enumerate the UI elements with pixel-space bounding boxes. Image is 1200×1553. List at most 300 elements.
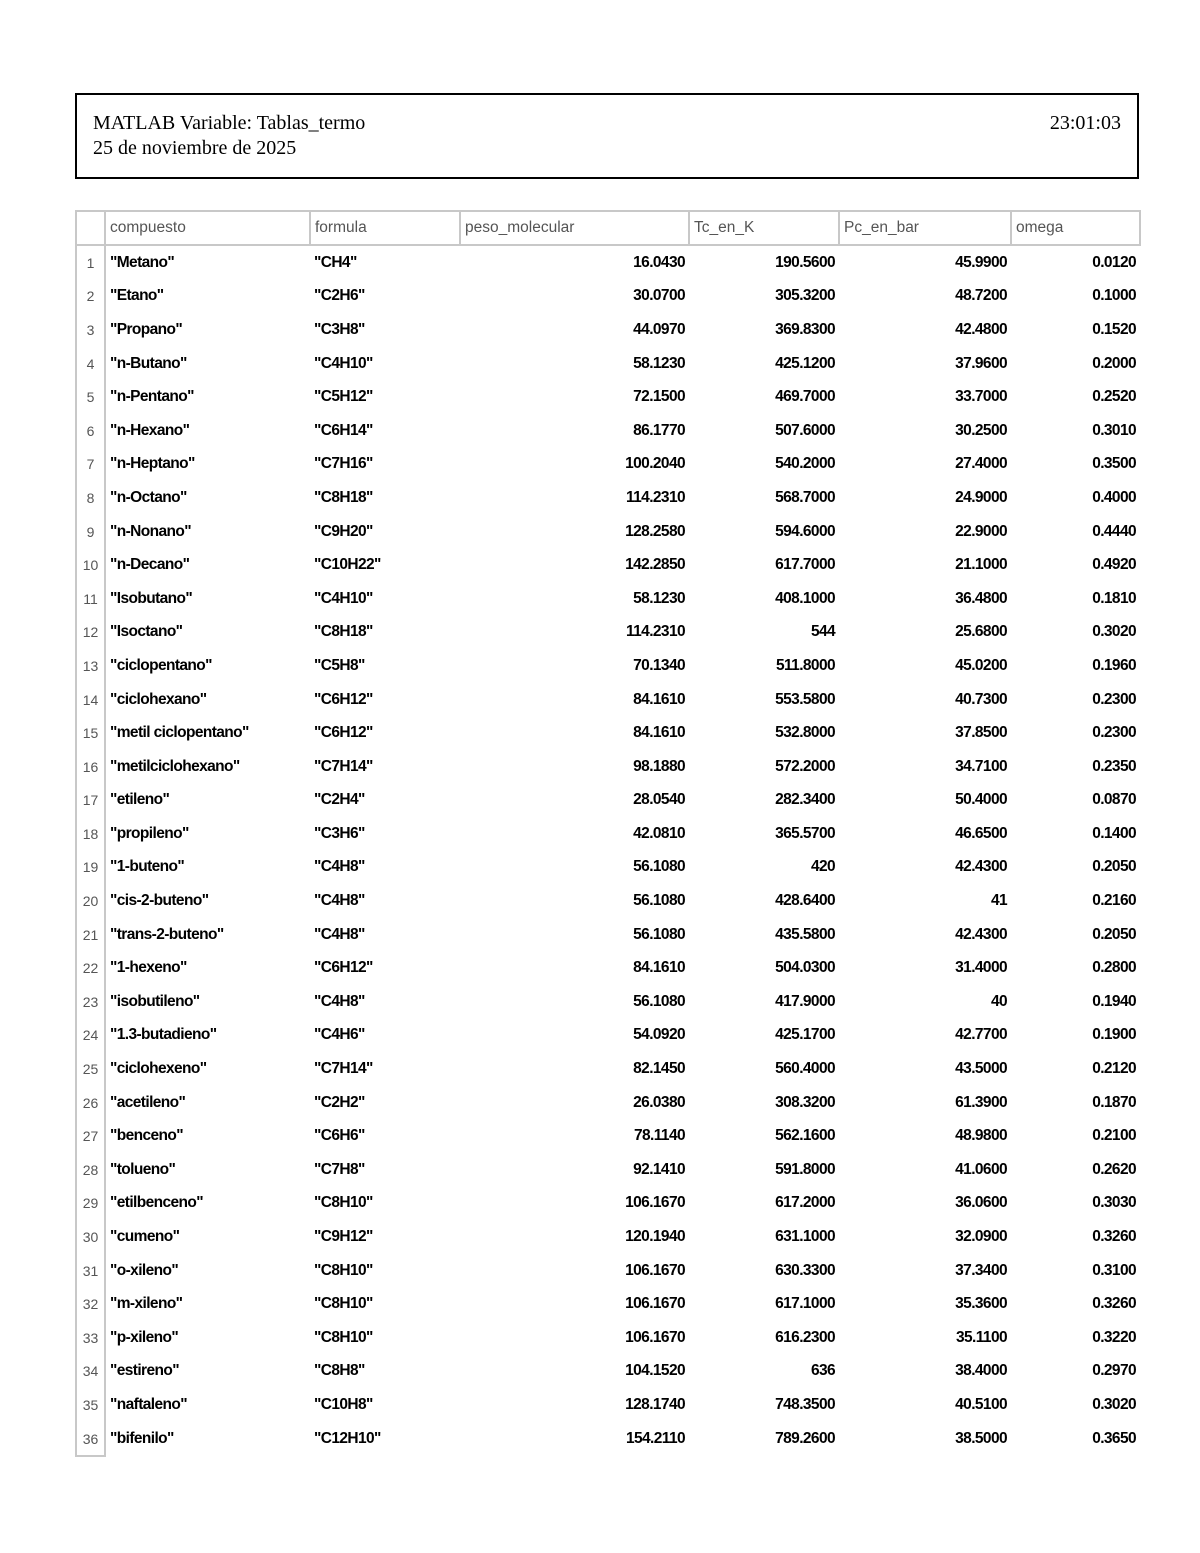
cell-formula: "C2H6" (314, 287, 365, 305)
cell-omega: 0.3260 (1092, 1228, 1136, 1246)
cell-peso-molecular: 128.2580 (625, 522, 685, 540)
cell-pc-en-bar: 40 (990, 992, 1007, 1010)
cell-tc-en-k: 568.7000 (775, 488, 835, 506)
table-row (76, 817, 1140, 851)
row-index-header (76, 211, 105, 245)
cell-peso-molecular: 114.2310 (626, 488, 685, 506)
cell-peso-molecular: 58.1230 (633, 354, 685, 372)
cell-formula: "C5H8" (314, 656, 365, 674)
row-index: 9 (76, 515, 105, 549)
row-index: 32 (76, 1287, 105, 1321)
cell-formula: "C3H6" (314, 824, 365, 842)
report-header (75, 93, 1139, 179)
cell-tc-en-k: 425.1700 (775, 1026, 835, 1044)
cell-tc-en-k: 616.2300 (775, 1328, 835, 1346)
cell-formula: "C8H8" (314, 1362, 365, 1380)
table-row (76, 280, 1140, 314)
column-header-peso-molecular: peso_molecular (460, 211, 689, 245)
cell-pc-en-bar: 37.8500 (955, 724, 1007, 742)
cell-formula: "C10H22" (314, 556, 381, 574)
cell-formula: "CH4" (314, 253, 357, 271)
cell-peso-molecular: 120.1940 (625, 1228, 685, 1246)
cell-peso-molecular: 84.1610 (633, 724, 685, 742)
cell-peso-molecular: 114.2310 (626, 623, 685, 641)
table-row (76, 1287, 1140, 1321)
report-date: 25 de noviembre de 2025 (93, 137, 297, 159)
cell-tc-en-k: 553.5800 (775, 690, 835, 708)
cell-peso-molecular: 154.2110 (626, 1430, 685, 1448)
table-row (76, 582, 1140, 616)
row-index: 28 (76, 1153, 105, 1187)
cell-compuesto: "p-xileno" (110, 1328, 179, 1346)
cell-pc-en-bar: 48.7200 (955, 287, 1007, 305)
cell-omega: 0.3030 (1092, 1194, 1136, 1212)
cell-peso-molecular: 28.0540 (633, 791, 685, 809)
cell-tc-en-k: 789.2600 (775, 1430, 835, 1448)
cell-omega: 0.4000 (1092, 488, 1136, 506)
column-header-compuesto: compuesto (105, 211, 310, 245)
cell-peso-molecular: 92.1410 (633, 1160, 685, 1178)
cell-pc-en-bar: 61.3900 (955, 1093, 1007, 1111)
table-header-row (76, 211, 1140, 245)
variable-table (75, 210, 1141, 1457)
cell-omega: 0.3500 (1092, 455, 1136, 473)
cell-compuesto: "propileno" (110, 824, 189, 842)
cell-omega: 0.2000 (1092, 354, 1136, 372)
cell-compuesto: "cumeno" (110, 1228, 180, 1246)
cell-peso-molecular: 58.1230 (633, 589, 685, 607)
cell-formula: "C8H18" (314, 623, 373, 641)
cell-formula: "C9H12" (314, 1228, 373, 1246)
cell-compuesto: "Propano" (110, 320, 183, 338)
cell-tc-en-k: 190.5600 (775, 253, 835, 271)
report-time: 23:01:03 (1049, 112, 1121, 134)
row-index: 20 (76, 884, 105, 918)
row-index: 26 (76, 1086, 105, 1120)
cell-formula: "C7H14" (314, 1060, 373, 1078)
cell-formula: "C4H6" (314, 1026, 365, 1044)
cell-tc-en-k: 308.3200 (775, 1093, 835, 1111)
table-row (76, 750, 1140, 784)
cell-omega: 0.0870 (1092, 791, 1136, 809)
cell-formula: "C10H8" (314, 1395, 373, 1413)
cell-compuesto: "ciclohexano" (110, 690, 207, 708)
row-index: 7 (76, 448, 105, 482)
table-row (76, 347, 1140, 381)
row-index: 4 (76, 347, 105, 381)
cell-compuesto: "m-xileno" (110, 1295, 183, 1313)
cell-omega: 0.1810 (1092, 589, 1136, 607)
row-index: 24 (76, 1019, 105, 1053)
cell-compuesto: "acetileno" (110, 1093, 186, 1111)
cell-compuesto: "Metano" (110, 253, 175, 271)
cell-pc-en-bar: 37.3400 (955, 1261, 1007, 1279)
cell-tc-en-k: 636 (810, 1362, 835, 1380)
cell-pc-en-bar: 35.3600 (955, 1295, 1007, 1313)
cell-tc-en-k: 544 (810, 623, 835, 641)
cell-formula: "C2H4" (314, 791, 365, 809)
row-index: 27 (76, 1119, 105, 1153)
cell-peso-molecular: 78.1140 (634, 1127, 685, 1145)
cell-pc-en-bar: 41 (990, 892, 1007, 910)
cell-pc-en-bar: 43.5000 (955, 1060, 1007, 1078)
cell-formula: "C7H14" (314, 757, 373, 775)
cell-tc-en-k: 617.2000 (775, 1194, 835, 1212)
cell-formula: "C8H10" (314, 1261, 373, 1279)
cell-compuesto: "n-Heptano" (110, 455, 195, 473)
cell-compuesto: "Etano" (110, 287, 164, 305)
cell-compuesto: "1-buteno" (110, 858, 185, 876)
table-row (76, 313, 1140, 347)
cell-pc-en-bar: 40.5100 (955, 1395, 1007, 1413)
cell-tc-en-k: 560.4000 (775, 1060, 835, 1078)
cell-compuesto: "1.3-butadieno" (110, 1026, 217, 1044)
row-index: 23 (76, 985, 105, 1019)
cell-pc-en-bar: 50.4000 (955, 791, 1007, 809)
cell-omega: 0.1940 (1092, 992, 1136, 1010)
cell-compuesto: "ciclopentano" (110, 656, 212, 674)
cell-pc-en-bar: 36.0600 (955, 1194, 1007, 1212)
table-row (76, 851, 1140, 885)
cell-compuesto: "1-hexeno" (110, 959, 187, 977)
cell-tc-en-k: 469.7000 (775, 388, 835, 406)
cell-formula: "C4H8" (314, 925, 365, 943)
cell-peso-molecular: 98.1880 (633, 757, 685, 775)
cell-omega: 0.2520 (1092, 388, 1136, 406)
row-index: 19 (76, 851, 105, 885)
table-row (76, 884, 1140, 918)
cell-pc-en-bar: 30.2500 (955, 421, 1007, 439)
table-row (76, 448, 1140, 482)
column-header-formula: formula (310, 211, 460, 245)
cell-omega: 0.3020 (1092, 1395, 1136, 1413)
cell-peso-molecular: 128.1740 (625, 1395, 685, 1413)
cell-pc-en-bar: 35.1100 (956, 1328, 1007, 1346)
cell-formula: "C8H10" (314, 1295, 373, 1313)
cell-peso-molecular: 56.1080 (633, 892, 685, 910)
cell-tc-en-k: 428.6400 (775, 892, 835, 910)
table-row (76, 683, 1140, 717)
cell-tc-en-k: 532.8000 (775, 724, 835, 742)
cell-tc-en-k: 594.6000 (775, 522, 835, 540)
cell-compuesto: "cis-2-buteno" (110, 892, 209, 910)
cell-pc-en-bar: 32.0900 (955, 1228, 1007, 1246)
table-row (76, 1422, 1140, 1457)
cell-peso-molecular: 16.0430 (633, 253, 685, 271)
cell-peso-molecular: 56.1080 (633, 858, 685, 876)
table-row (76, 1187, 1140, 1221)
cell-pc-en-bar: 48.9800 (955, 1127, 1007, 1145)
cell-omega: 0.2800 (1092, 959, 1136, 977)
table-row (76, 548, 1140, 582)
cell-peso-molecular: 104.1520 (625, 1362, 685, 1380)
header-left (93, 111, 365, 161)
cell-formula: "C6H14" (314, 421, 373, 439)
cell-tc-en-k: 282.3400 (775, 791, 835, 809)
cell-compuesto: "etilbenceno" (110, 1194, 204, 1212)
cell-formula: "C12H10" (314, 1430, 381, 1448)
cell-omega: 0.1520 (1092, 320, 1136, 338)
cell-peso-molecular: 56.1080 (633, 992, 685, 1010)
cell-compuesto: "etileno" (110, 791, 170, 809)
cell-tc-en-k: 511.8000 (776, 656, 835, 674)
cell-tc-en-k: 562.1600 (775, 1127, 835, 1145)
table-row (76, 616, 1140, 650)
cell-omega: 0.2050 (1092, 858, 1136, 876)
cell-tc-en-k: 417.9000 (775, 992, 835, 1010)
cell-formula: "C4H8" (314, 992, 365, 1010)
cell-pc-en-bar: 42.4300 (955, 858, 1007, 876)
cell-omega: 0.3260 (1092, 1295, 1136, 1313)
cell-compuesto: "tolueno" (110, 1160, 176, 1178)
cell-tc-en-k: 617.1000 (775, 1295, 835, 1313)
cell-pc-en-bar: 34.7100 (955, 757, 1007, 775)
cell-omega: 0.3100 (1092, 1261, 1136, 1279)
row-index: 22 (76, 951, 105, 985)
row-index: 13 (76, 649, 105, 683)
cell-formula: "C5H12" (314, 388, 373, 406)
cell-omega: 0.2160 (1092, 892, 1136, 910)
cell-peso-molecular: 82.1450 (633, 1060, 685, 1078)
cell-tc-en-k: 420 (810, 858, 835, 876)
cell-tc-en-k: 408.1000 (775, 589, 835, 607)
cell-tc-en-k: 631.1000 (775, 1228, 835, 1246)
cell-peso-molecular: 84.1610 (633, 959, 685, 977)
cell-omega: 0.2050 (1092, 925, 1136, 943)
cell-pc-en-bar: 41.0600 (955, 1160, 1007, 1178)
row-index: 34 (76, 1355, 105, 1389)
cell-pc-en-bar: 38.4000 (955, 1362, 1007, 1380)
cell-peso-molecular: 56.1080 (633, 925, 685, 943)
cell-formula: "C8H10" (314, 1328, 373, 1346)
cell-tc-en-k: 365.5700 (775, 824, 835, 842)
row-index: 11 (76, 582, 105, 616)
cell-formula: "C4H8" (314, 858, 365, 876)
row-index: 10 (76, 548, 105, 582)
cell-compuesto: "trans-2-buteno" (110, 925, 224, 943)
cell-compuesto: "metilciclohexano" (110, 757, 240, 775)
cell-omega: 0.2300 (1092, 690, 1136, 708)
cell-pc-en-bar: 25.6800 (955, 623, 1007, 641)
cell-compuesto: "n-Decano" (110, 556, 190, 574)
table-row (76, 414, 1140, 448)
cell-tc-en-k: 540.2000 (775, 455, 835, 473)
row-index: 1 (76, 245, 105, 280)
table-row (76, 515, 1140, 549)
cell-omega: 0.3220 (1092, 1328, 1136, 1346)
cell-omega: 0.2970 (1092, 1362, 1136, 1380)
cell-pc-en-bar: 42.7700 (955, 1026, 1007, 1044)
table-row (76, 380, 1140, 414)
column-header-tc-en-k: Tc_en_K (689, 211, 839, 245)
row-index: 35 (76, 1388, 105, 1422)
cell-compuesto: "n-Butano" (110, 354, 187, 372)
row-index: 29 (76, 1187, 105, 1221)
cell-omega: 0.2620 (1092, 1160, 1136, 1178)
column-header-omega: omega (1011, 211, 1140, 245)
cell-omega: 0.3010 (1092, 421, 1136, 439)
table-row (76, 1254, 1140, 1288)
table-row (76, 1321, 1140, 1355)
table-row (76, 1220, 1140, 1254)
cell-omega: 0.3650 (1092, 1430, 1136, 1448)
cell-formula: "C9H20" (314, 522, 373, 540)
table-row (76, 1019, 1140, 1053)
cell-formula: "C6H12" (314, 959, 373, 977)
cell-formula: "C6H12" (314, 690, 373, 708)
table-row (76, 985, 1140, 1019)
cell-omega: 0.2120 (1092, 1060, 1136, 1078)
cell-formula: "C3H8" (314, 320, 365, 338)
cell-pc-en-bar: 40.7300 (955, 690, 1007, 708)
table-row (76, 1388, 1140, 1422)
cell-compuesto: "Isoctano" (110, 623, 183, 641)
cell-compuesto: "ciclohexeno" (110, 1060, 207, 1078)
cell-omega: 0.2100 (1092, 1127, 1136, 1145)
row-index: 30 (76, 1220, 105, 1254)
row-index: 12 (76, 616, 105, 650)
cell-peso-molecular: 106.1670 (625, 1261, 685, 1279)
cell-tc-en-k: 748.3500 (775, 1395, 835, 1413)
cell-pc-en-bar: 31.4000 (955, 959, 1007, 977)
cell-compuesto: "n-Nonano" (110, 522, 192, 540)
cell-tc-en-k: 630.3300 (775, 1261, 835, 1279)
cell-compuesto: "metil ciclopentano" (110, 724, 249, 742)
cell-compuesto: "Isobutano" (110, 589, 193, 607)
cell-formula: "C6H12" (314, 724, 373, 742)
cell-omega: 0.4920 (1092, 556, 1136, 574)
cell-omega: 0.1900 (1092, 1026, 1136, 1044)
cell-peso-molecular: 100.2040 (625, 455, 685, 473)
cell-peso-molecular: 86.1770 (633, 421, 685, 439)
row-index: 36 (76, 1422, 105, 1457)
cell-compuesto: "n-Hexano" (110, 421, 190, 439)
cell-peso-molecular: 106.1670 (625, 1194, 685, 1212)
cell-formula: "C2H2" (314, 1093, 365, 1111)
cell-omega: 0.1870 (1092, 1093, 1136, 1111)
cell-peso-molecular: 142.2850 (625, 556, 685, 574)
column-header-pc-en-bar: Pc_en_bar (839, 211, 1011, 245)
cell-pc-en-bar: 46.6500 (955, 824, 1007, 842)
cell-tc-en-k: 572.2000 (775, 757, 835, 775)
row-index: 18 (76, 817, 105, 851)
table-row (76, 784, 1140, 818)
cell-peso-molecular: 84.1610 (633, 690, 685, 708)
cell-pc-en-bar: 37.9600 (955, 354, 1007, 372)
cell-pc-en-bar: 21.1000 (955, 556, 1007, 574)
cell-compuesto: "naftaleno" (110, 1395, 187, 1413)
cell-omega: 0.4440 (1092, 522, 1136, 540)
row-index: 2 (76, 280, 105, 314)
row-index: 6 (76, 414, 105, 448)
row-index: 16 (76, 750, 105, 784)
cell-compuesto: "benceno" (110, 1127, 184, 1145)
cell-formula: "C6H6" (314, 1127, 365, 1145)
variable-title: MATLAB Variable: Tablas_termo (93, 112, 366, 134)
cell-pc-en-bar: 24.9000 (955, 488, 1007, 506)
cell-compuesto: "bifenilo" (110, 1430, 174, 1448)
cell-tc-en-k: 305.3200 (775, 287, 835, 305)
row-index: 31 (76, 1254, 105, 1288)
cell-peso-molecular: 70.1340 (633, 656, 685, 674)
cell-peso-molecular: 106.1670 (625, 1295, 685, 1313)
row-index: 21 (76, 918, 105, 952)
cell-pc-en-bar: 42.4300 (955, 925, 1007, 943)
cell-peso-molecular: 44.0970 (633, 320, 685, 338)
cell-compuesto: "n-Octano" (110, 488, 187, 506)
cell-formula: "C7H8" (314, 1160, 365, 1178)
table-row (76, 1086, 1140, 1120)
cell-omega: 0.2350 (1092, 757, 1136, 775)
cell-tc-en-k: 617.7000 (775, 556, 835, 574)
cell-peso-molecular: 54.0920 (633, 1026, 685, 1044)
cell-omega: 0.1960 (1092, 656, 1136, 674)
cell-compuesto: "estireno" (110, 1362, 179, 1380)
cell-omega: 0.1400 (1092, 824, 1136, 842)
cell-formula: "C4H10" (314, 354, 373, 372)
table-body (76, 245, 1140, 1456)
cell-pc-en-bar: 38.5000 (955, 1430, 1007, 1448)
row-index: 8 (76, 481, 105, 515)
table-row (76, 1052, 1140, 1086)
row-index: 14 (76, 683, 105, 717)
table-row (76, 951, 1140, 985)
cell-peso-molecular: 42.0810 (633, 824, 685, 842)
cell-pc-en-bar: 36.4800 (955, 589, 1007, 607)
cell-tc-en-k: 504.0300 (775, 959, 835, 977)
cell-compuesto: "n-Pentano" (110, 388, 194, 406)
row-index: 15 (76, 716, 105, 750)
cell-tc-en-k: 507.6000 (775, 421, 835, 439)
cell-pc-en-bar: 45.9900 (955, 253, 1007, 271)
cell-tc-en-k: 435.5800 (775, 925, 835, 943)
table-row (76, 918, 1140, 952)
row-index: 5 (76, 380, 105, 414)
cell-pc-en-bar: 33.7000 (955, 388, 1007, 406)
cell-pc-en-bar: 22.9000 (955, 522, 1007, 540)
cell-compuesto: "isobutileno" (110, 992, 200, 1010)
cell-tc-en-k: 369.8300 (775, 320, 835, 338)
cell-omega: 0.1000 (1092, 287, 1136, 305)
table-row (76, 716, 1140, 750)
cell-formula: "C4H10" (314, 589, 373, 607)
cell-omega: 0.3020 (1092, 623, 1136, 641)
cell-formula: "C4H8" (314, 892, 365, 910)
table-row (76, 481, 1140, 515)
table-row (76, 245, 1140, 280)
cell-formula: "C8H10" (314, 1194, 373, 1212)
table-row (76, 649, 1140, 683)
row-index: 17 (76, 784, 105, 818)
cell-peso-molecular: 26.0380 (633, 1093, 685, 1111)
cell-peso-molecular: 72.1500 (633, 388, 685, 406)
cell-omega: 0.2300 (1092, 724, 1136, 742)
cell-tc-en-k: 425.1200 (775, 354, 835, 372)
table-row (76, 1119, 1140, 1153)
cell-peso-molecular: 106.1670 (625, 1328, 685, 1346)
row-index: 25 (76, 1052, 105, 1086)
row-index: 33 (76, 1321, 105, 1355)
cell-formula: "C8H18" (314, 488, 373, 506)
cell-pc-en-bar: 45.0200 (955, 656, 1007, 674)
row-index: 3 (76, 313, 105, 347)
table-row (76, 1355, 1140, 1389)
cell-omega: 0.0120 (1092, 253, 1136, 271)
cell-compuesto: "o-xileno" (110, 1261, 179, 1279)
cell-pc-en-bar: 42.4800 (955, 320, 1007, 338)
cell-peso-molecular: 30.0700 (633, 287, 685, 305)
cell-pc-en-bar: 27.4000 (955, 455, 1007, 473)
